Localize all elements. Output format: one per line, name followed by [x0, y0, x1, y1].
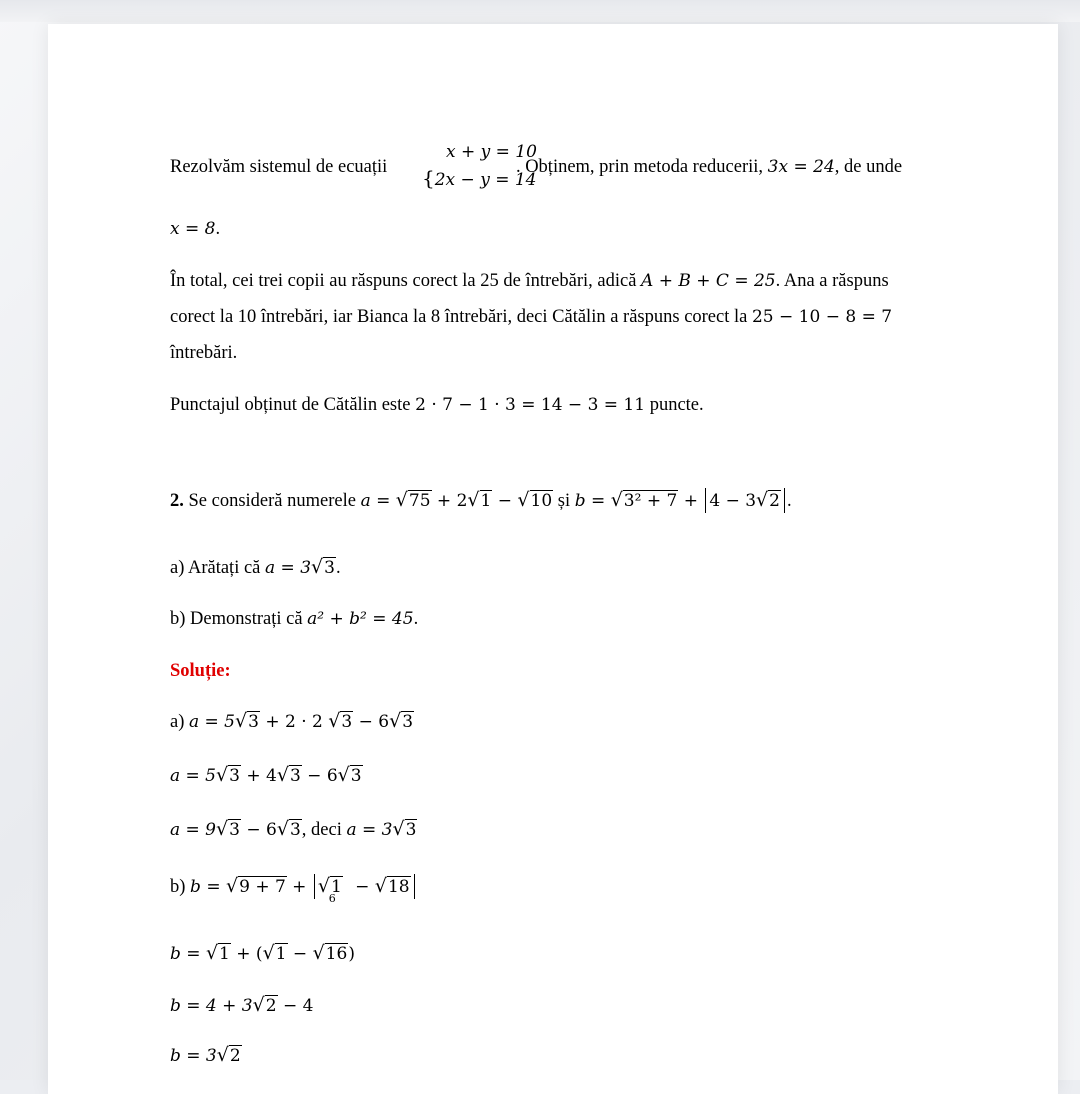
math-expression: b = [170, 944, 206, 964]
problem-2-statement [170, 488, 792, 513]
solution-line-a3 [170, 820, 417, 840]
sqrt-symbol: √3 [337, 764, 362, 786]
math-expression: 2 · 7 − 1 · 3 = 14 − 3 = 11 [415, 395, 646, 415]
sqrt-symbol: √3 [235, 710, 259, 732]
math-expression: a = 3 [346, 820, 393, 840]
math-expression: − 6 [240, 820, 277, 840]
math-expression: 3x = 24 [767, 157, 835, 177]
problem-number: 2. [170, 491, 184, 511]
math-expression: − [492, 491, 518, 511]
document-page [48, 24, 1058, 1094]
math-expression: b = [190, 877, 226, 897]
paragraph-text: Se consideră numerele [183, 491, 361, 511]
math-expression: + ( [230, 944, 263, 964]
math-expression: b = 3 [170, 1046, 217, 1066]
math-expression: ) [348, 944, 355, 964]
sqrt-symbol: √1 [262, 942, 287, 964]
paragraph-text: . [413, 609, 419, 629]
viewer-top-bar [0, 0, 1080, 22]
paragraph-text: b) Demonstrați că [170, 609, 308, 629]
paragraph-text: întrebări. [170, 343, 238, 363]
sqrt-symbol: √75 [395, 489, 431, 511]
paragraph-score [170, 396, 704, 415]
sqrt-symbol: √1 [467, 489, 492, 511]
math-expression: 25 − 10 − 8 = 7 [751, 307, 893, 327]
paragraph-text: În total, cei trei copii au răspuns corect la 25 de întrebări, adică [170, 271, 642, 291]
sqrt-symbol: √3 [389, 710, 414, 732]
paragraph-text: Rezolvăm sistemul de ecuații [170, 157, 388, 177]
sqrt-symbol: √3 [276, 764, 301, 786]
sqrt-symbol: √18 [374, 875, 410, 897]
paragraph-text: . [215, 219, 221, 239]
paragraph-text: a) Arătați că [170, 558, 266, 578]
math-expression: a = 3 [265, 558, 312, 578]
paragraph-total-line-2 [170, 308, 892, 327]
math-expression: − 6 [301, 766, 338, 786]
math-expression: − 4 [277, 996, 314, 1016]
sqrt-symbol: √3 [276, 818, 301, 840]
subscript-digit: 6 [328, 892, 336, 905]
math-expression: + [678, 491, 704, 511]
sqrt-symbol: √3 [328, 710, 353, 732]
math-expression: b = 4 + 3 [170, 996, 253, 1016]
sqrt-symbol: √3 [216, 818, 240, 840]
paragraph-text: puncte. [645, 395, 704, 415]
paragraph-text: , de unde [834, 157, 903, 177]
paragraph-text: . [786, 491, 792, 511]
sqrt-symbol: √10 [517, 489, 553, 511]
equation-line: 2x − y = 14 [434, 170, 537, 190]
math-expression: a = [360, 491, 396, 511]
paragraph-text: b) [170, 877, 191, 897]
paragraph-total-line-1 [170, 272, 889, 291]
problem-2a [170, 558, 341, 578]
math-expression: + 4 [240, 766, 277, 786]
sqrt-symbol: √3 [216, 764, 240, 786]
paragraph-text: . [335, 558, 341, 578]
math-expression: A + B + C = 25 [641, 271, 776, 291]
sqrt-symbol: √3 [311, 556, 335, 578]
paragraph-text: , deci [301, 820, 347, 840]
paragraph-text: . Ana a răspuns [775, 271, 889, 291]
math-expression: − 6 [353, 712, 390, 732]
absolute-value: 4 − 3√2 [705, 488, 785, 513]
sqrt-symbol: √2 [252, 994, 277, 1016]
sqrt-symbol: √9 + 7 [225, 875, 286, 897]
sqrt-symbol: √1 [205, 942, 230, 964]
absolute-value: $√1_6 - √18$ [314, 874, 415, 899]
sqrt-symbol: √3² + 7 [610, 489, 678, 511]
solution-line-a2 [170, 766, 363, 786]
paragraph-text: . Obținem, prin metoda reducerii, [515, 157, 768, 177]
math-expression: a = 5 [170, 766, 217, 786]
paragraph-text: Punctajul obținut de Cătălin este [170, 395, 416, 415]
paragraph-x-result [170, 220, 220, 239]
sqrt-symbol: √3 [392, 818, 417, 840]
equation-line: x + y = 10 [446, 142, 537, 162]
sqrt-symbol: √1 [317, 875, 342, 897]
math-expression: − [287, 944, 313, 964]
paragraph-text: corect la 10 întrebări, iar Bianca la 8 întrebări, deci Cătălin a răspuns corect la [170, 307, 752, 327]
solution-line-b2 [170, 944, 355, 964]
math-expression: x = 8 [170, 219, 216, 239]
solution-label: Soluție: [170, 661, 231, 681]
math-expression: + 2 · 2 [259, 712, 329, 732]
solution-line-b1 [170, 874, 417, 905]
math-expression: + [286, 877, 312, 897]
math-expression: a² + b² = 45 [307, 609, 414, 629]
solution-line-a1 [170, 712, 414, 732]
brace-symbol: { [422, 166, 435, 190]
problem-2b [170, 610, 418, 629]
solution-line-b3 [170, 996, 313, 1016]
sqrt-symbol: √16 [312, 942, 348, 964]
math-expression: a = 5 [189, 712, 236, 732]
sqrt-symbol: √2 [756, 489, 780, 511]
paragraph-total-line-3 [170, 344, 237, 363]
math-expression: + 2 [431, 491, 468, 511]
paragraph-text: și [553, 491, 575, 511]
paragraph-text: a) [170, 712, 189, 732]
math-expression: b = [574, 491, 611, 511]
solution-line-b4 [170, 1046, 242, 1066]
math-expression: a = 9 [170, 820, 217, 840]
sqrt-symbol: √2 [216, 1044, 241, 1066]
